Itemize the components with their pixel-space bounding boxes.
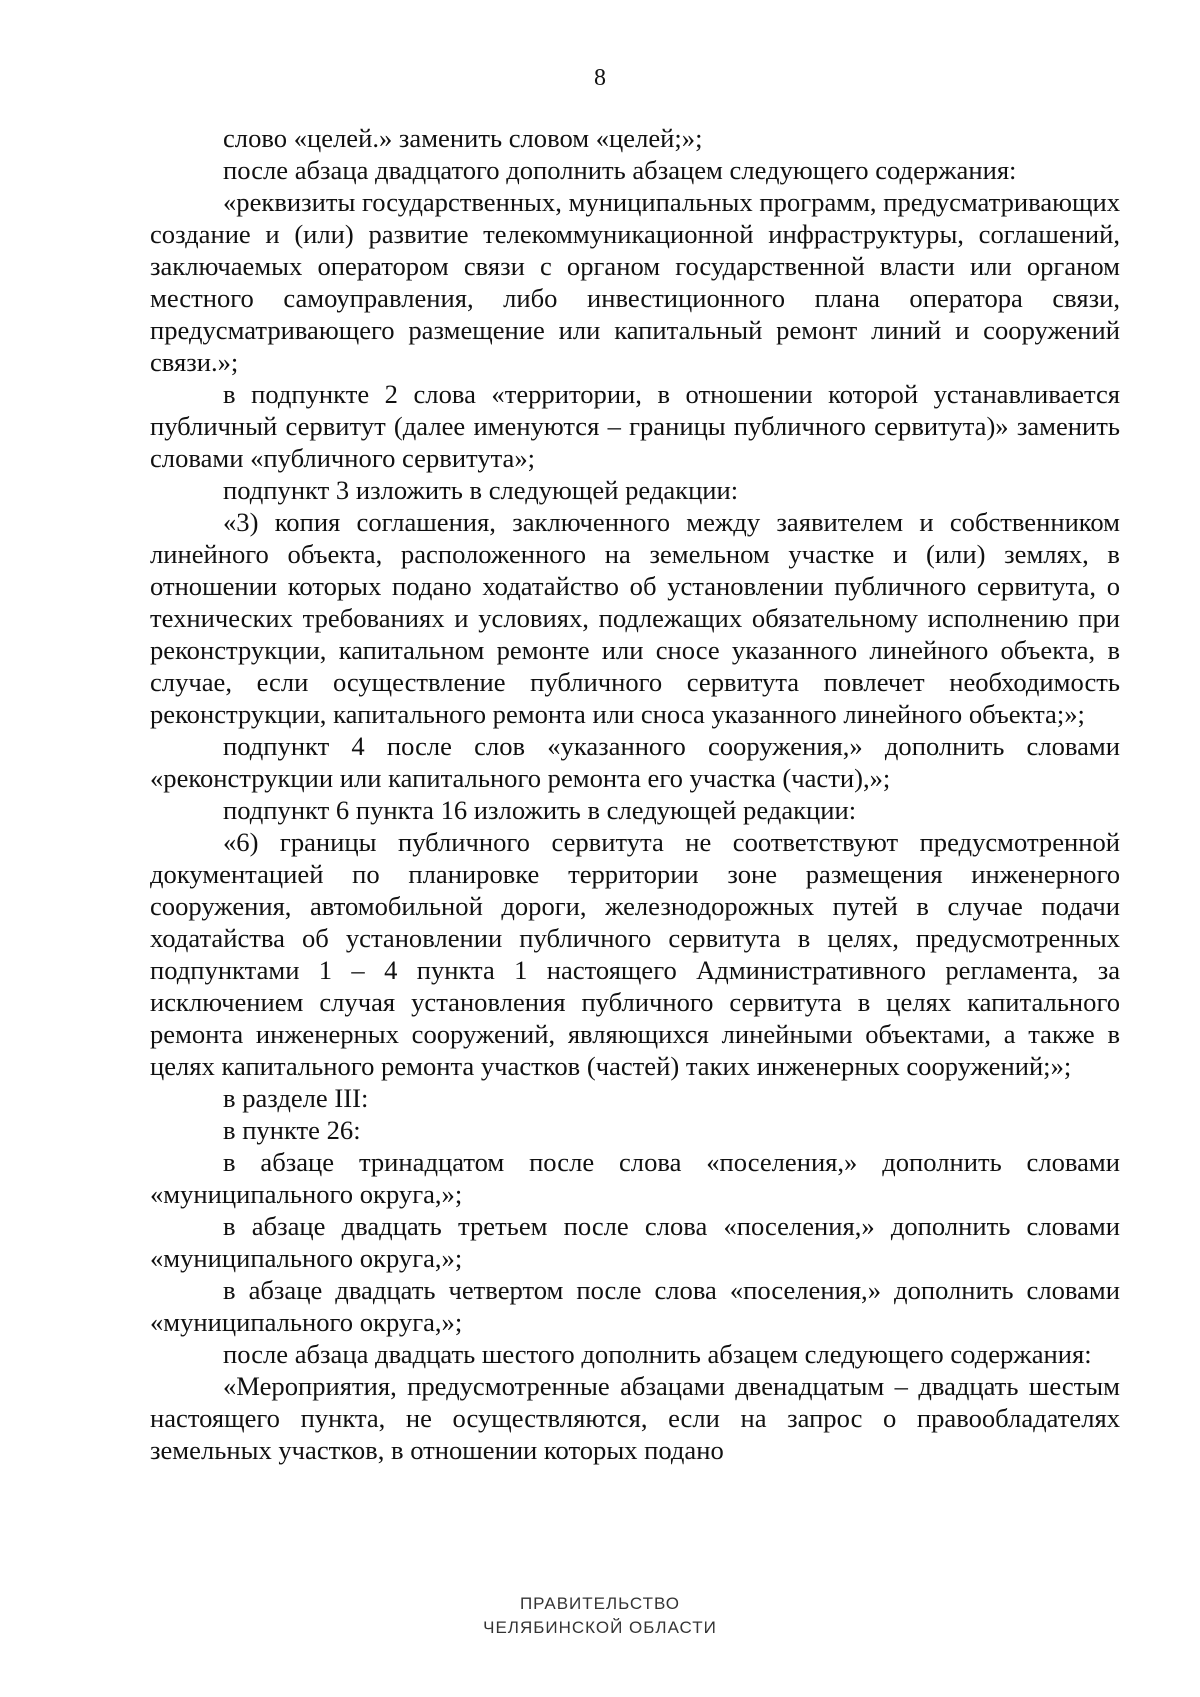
paragraph: в абзаце двадцать третьем после слова «поселения,» дополнить словами «муниципального округа,»; <box>150 1211 1120 1273</box>
paragraph: после абзаца двадцатого дополнить абзацем следующего содержания: <box>223 155 1017 185</box>
stamp-line-2: ЧЕЛЯБИНСКОЙ ОБЛАСТИ <box>483 1618 717 1637</box>
paragraph: «реквизиты государственных, муниципальных программ, предусматривающих создание и (или) развитие телекоммуникационной инфраструктуры, соглашений, заключаемых оператором связи с органом государственной власти или органом местного самоуправления, либо инвестиционного плана оператора связи, предусматривающего размещение или капитальный ремонт линий и сооружений связи.»; <box>150 187 1120 377</box>
paragraph: в абзаце двадцать четвертом после слова «поселения,» дополнить словами «муниципального округа,»; <box>150 1275 1120 1337</box>
stamp-line-1: ПРАВИТЕЛЬСТВО <box>519 1594 681 1613</box>
paragraph: после абзаца двадцать шестого дополнить абзацем следующего содержания: <box>223 1339 1092 1369</box>
paragraph: подпункт 6 пункта 16 изложить в следующей редакции: <box>223 795 857 825</box>
paragraph: «6) границы публичного сервитута не соответствуют предусмотренной документацией по планировке территории зоне размещения инженерного сооружения, автомобильной дороги, железнодорожных путей в случае подачи ходатайства об установлении публичного сервитута в целях, предусмотренных подпунктами 1 – 4 пункта 1 настоящего Административного регламента, за исключением случая установления публичного сервитута в целях капитального ремонта инженерных сооружений, являющихся линейными объектами, а также в целях капитального ремонта участков (частей) таких инженерных сооружений;»; <box>150 827 1120 1081</box>
document-body <box>150 122 1120 1466</box>
paragraph: «Мероприятия, предусмотренные абзацами двенадцатым – двадцать шестым настоящего пункта, не осуществляются, если на запрос о правообладателях земельных участков, в отношении которых подано <box>150 1371 1120 1465</box>
paragraph: слово «целей.» заменить словом «целей;»; <box>223 123 703 153</box>
paragraph: подпункт 3 изложить в следующей редакции: <box>223 475 739 505</box>
page-number: 8 <box>594 65 606 91</box>
paragraph: «3) копия соглашения, заключенного между заявителем и собственником линейного объекта, расположенного на земельном участке и (или) землях, в отношении которых подано ходатайство об установлении публичного сервитута, о технических требованиях и условиях, подлежащих обязательному исполнению при реконструкции, капитальном ремонте или сносе указанного линейного объекта, в случае, если осуществление публичного сервитута повлечет необходимость реконструкции, капитального ремонта или сноса указанного линейного объекта;»; <box>150 507 1120 729</box>
paragraph: в подпункте 2 слова «территории, в отношении которой устанавливается публичный сервитут (далее именуются – границы публичного сервитута)» заменить словами «публичного сервитута»; <box>150 379 1120 473</box>
paragraph: в разделе III: <box>223 1083 369 1113</box>
paragraph: подпункт 4 после слов «указанного сооружения,» дополнить словами «реконструкции или капитального ремонта его участка (части),»; <box>150 731 1120 793</box>
paragraph: в абзаце тринадцатом после слова «поселения,» дополнить словами «муниципального округа,»; <box>150 1147 1120 1209</box>
paragraph: в пункте 26: <box>223 1115 361 1145</box>
